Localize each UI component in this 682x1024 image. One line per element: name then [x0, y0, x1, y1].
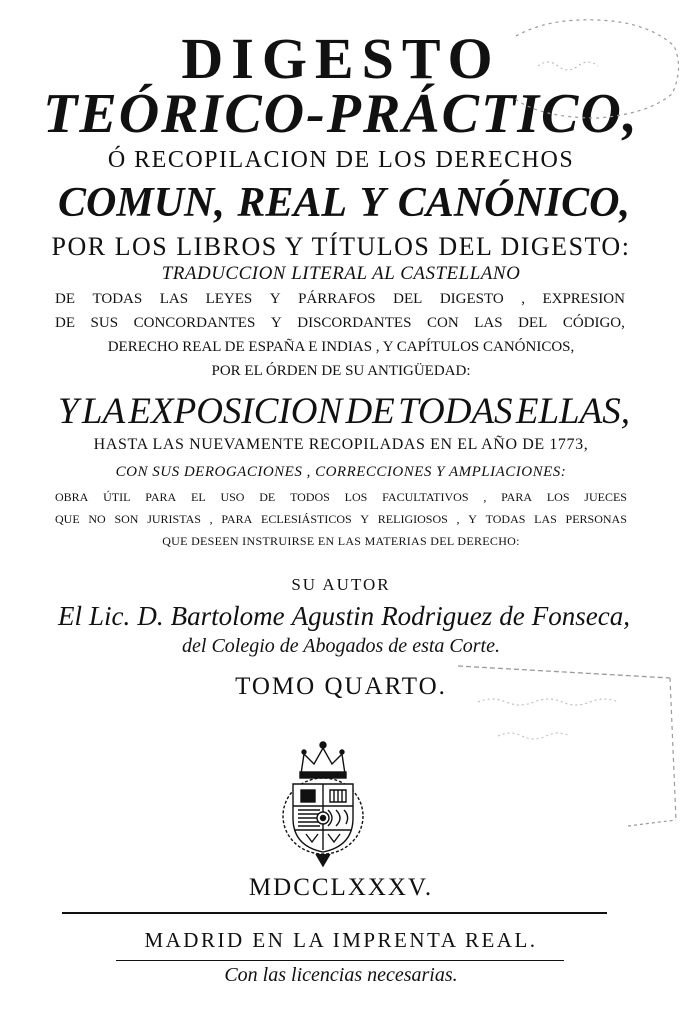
library-stamp-faded	[438, 640, 682, 836]
word: EXPRESION	[542, 291, 625, 307]
word: RELIGIOSOS	[377, 512, 448, 526]
word: Y	[360, 512, 370, 526]
subtitle-traduccion: TRADUCCION LITERAL AL CASTELLANO	[161, 263, 521, 284]
word: ,	[456, 512, 460, 526]
word: Y	[359, 180, 386, 226]
word: LOS	[344, 490, 368, 504]
word: DISCORDANTES	[297, 315, 412, 331]
word: Fonseca,	[531, 601, 630, 631]
subtitle-por-los-libros: POR LOS LIBROS Y TÍTULOS DEL DIGESTO:	[51, 232, 631, 261]
word: CANÓNICO,	[397, 180, 630, 226]
word: TODOS	[290, 490, 330, 504]
word: NO	[88, 512, 106, 526]
description-line-2	[55, 316, 625, 331]
word: DE	[55, 291, 75, 307]
word: CON	[426, 315, 459, 331]
word: El	[58, 601, 82, 631]
publication-year: MDCCLXXXV.	[248, 874, 434, 901]
word: Lic.	[89, 601, 131, 631]
word: LAS	[474, 315, 503, 331]
word: DEL	[518, 315, 548, 331]
word: JURISTAS	[147, 512, 201, 526]
word: JUECES	[584, 490, 627, 504]
word: OBRA	[55, 490, 89, 504]
word: COMUN,	[58, 180, 225, 226]
word: DIGESTO	[439, 291, 504, 307]
word: QUE	[55, 512, 80, 526]
word: FACULTATIVOS	[382, 490, 469, 504]
word: EXPOSICION	[128, 391, 343, 432]
obra-line-2	[55, 513, 627, 525]
title-teorico-practico: TEÓRICO-PRÁCTICO,	[43, 83, 639, 145]
volume-label: TOMO QUARTO.	[235, 673, 447, 700]
imprint-licence: Con las licencias necesarias.	[224, 964, 458, 986]
subtitle-comun-real-canonico	[58, 182, 630, 224]
author-affiliation: del Colegio de Abogados de esta Corte.	[182, 635, 500, 657]
word: ECLESIÁSTICOS	[260, 512, 352, 526]
word: Y	[58, 391, 79, 432]
imprint-printer: MADRID EN LA IMPRENTA REAL.	[144, 928, 538, 952]
word: ,	[483, 490, 487, 504]
word: EL	[190, 490, 206, 504]
library-stamp	[478, 6, 682, 124]
word: ,	[521, 291, 525, 307]
divider-rule	[62, 912, 607, 914]
word: PARA	[145, 490, 177, 504]
word: TODAS	[485, 512, 526, 526]
word: DE	[55, 315, 75, 331]
word: PARA	[221, 512, 253, 526]
description-line-3: DERECHO REAL DE ESPAÑA E INDIAS , Y CAPÍTULOS CANÓNICOS,	[107, 339, 575, 355]
word: ,	[209, 512, 213, 526]
word: DEL	[393, 291, 423, 307]
word: CONCORDANTES	[133, 315, 256, 331]
word: SUS	[90, 315, 119, 331]
word: LAS	[534, 512, 557, 526]
word: Bartolome	[170, 601, 285, 631]
obra-line-3: QUE DESEEN INSTRUIRSE EN LAS MATERIAS DEL DERECHO:	[162, 534, 520, 548]
word: Y	[269, 291, 281, 307]
line-derogaciones: CON SUS DEROGACIONES , CORRECCIONES Y AMPLIACIONES:	[115, 464, 567, 480]
word: ELLAS,	[515, 391, 630, 432]
subtitle-recopilacion: Ó RECOPILACION DE LOS DERECHOS	[107, 147, 575, 173]
word: Agustin	[291, 601, 375, 631]
description-line-4: POR EL ÓRDEN DE SU ANTIGÜEDAD:	[211, 363, 471, 379]
word: Rodriguez	[381, 601, 493, 631]
word: LAS	[159, 291, 189, 307]
word: D.	[137, 601, 164, 631]
word: LOS	[546, 490, 570, 504]
word: LEYES	[205, 291, 253, 307]
word: Y	[270, 315, 282, 331]
word: ÚTIL	[103, 490, 131, 504]
word: CÓDIGO,	[562, 315, 625, 331]
word: de	[499, 601, 525, 631]
obra-line-1	[55, 491, 627, 503]
word: DE	[345, 391, 395, 432]
su-autor-label: SU AUTOR	[291, 575, 391, 594]
word: LA	[81, 391, 126, 432]
title-digesto: DIGESTO	[181, 26, 501, 91]
heading-exposicion	[58, 393, 630, 430]
word: Y	[468, 512, 477, 526]
royal-crest-emblem	[268, 738, 378, 868]
word: REAL	[237, 180, 348, 226]
author-name	[58, 603, 630, 630]
word: PÁRRAFOS	[298, 291, 376, 307]
word: SON	[114, 512, 139, 526]
word: USO	[220, 490, 245, 504]
line-hasta: HASTA LAS NUEVAMENTE RECOPILADAS EN EL AÑO DE 1773,	[93, 436, 589, 453]
description-line-1	[55, 292, 625, 307]
word: PARA	[501, 490, 533, 504]
word: TODAS	[398, 391, 513, 432]
word: PERSONAS	[565, 512, 627, 526]
word: TODAS	[92, 291, 143, 307]
divider-rule	[116, 960, 564, 961]
word: DE	[259, 490, 276, 504]
